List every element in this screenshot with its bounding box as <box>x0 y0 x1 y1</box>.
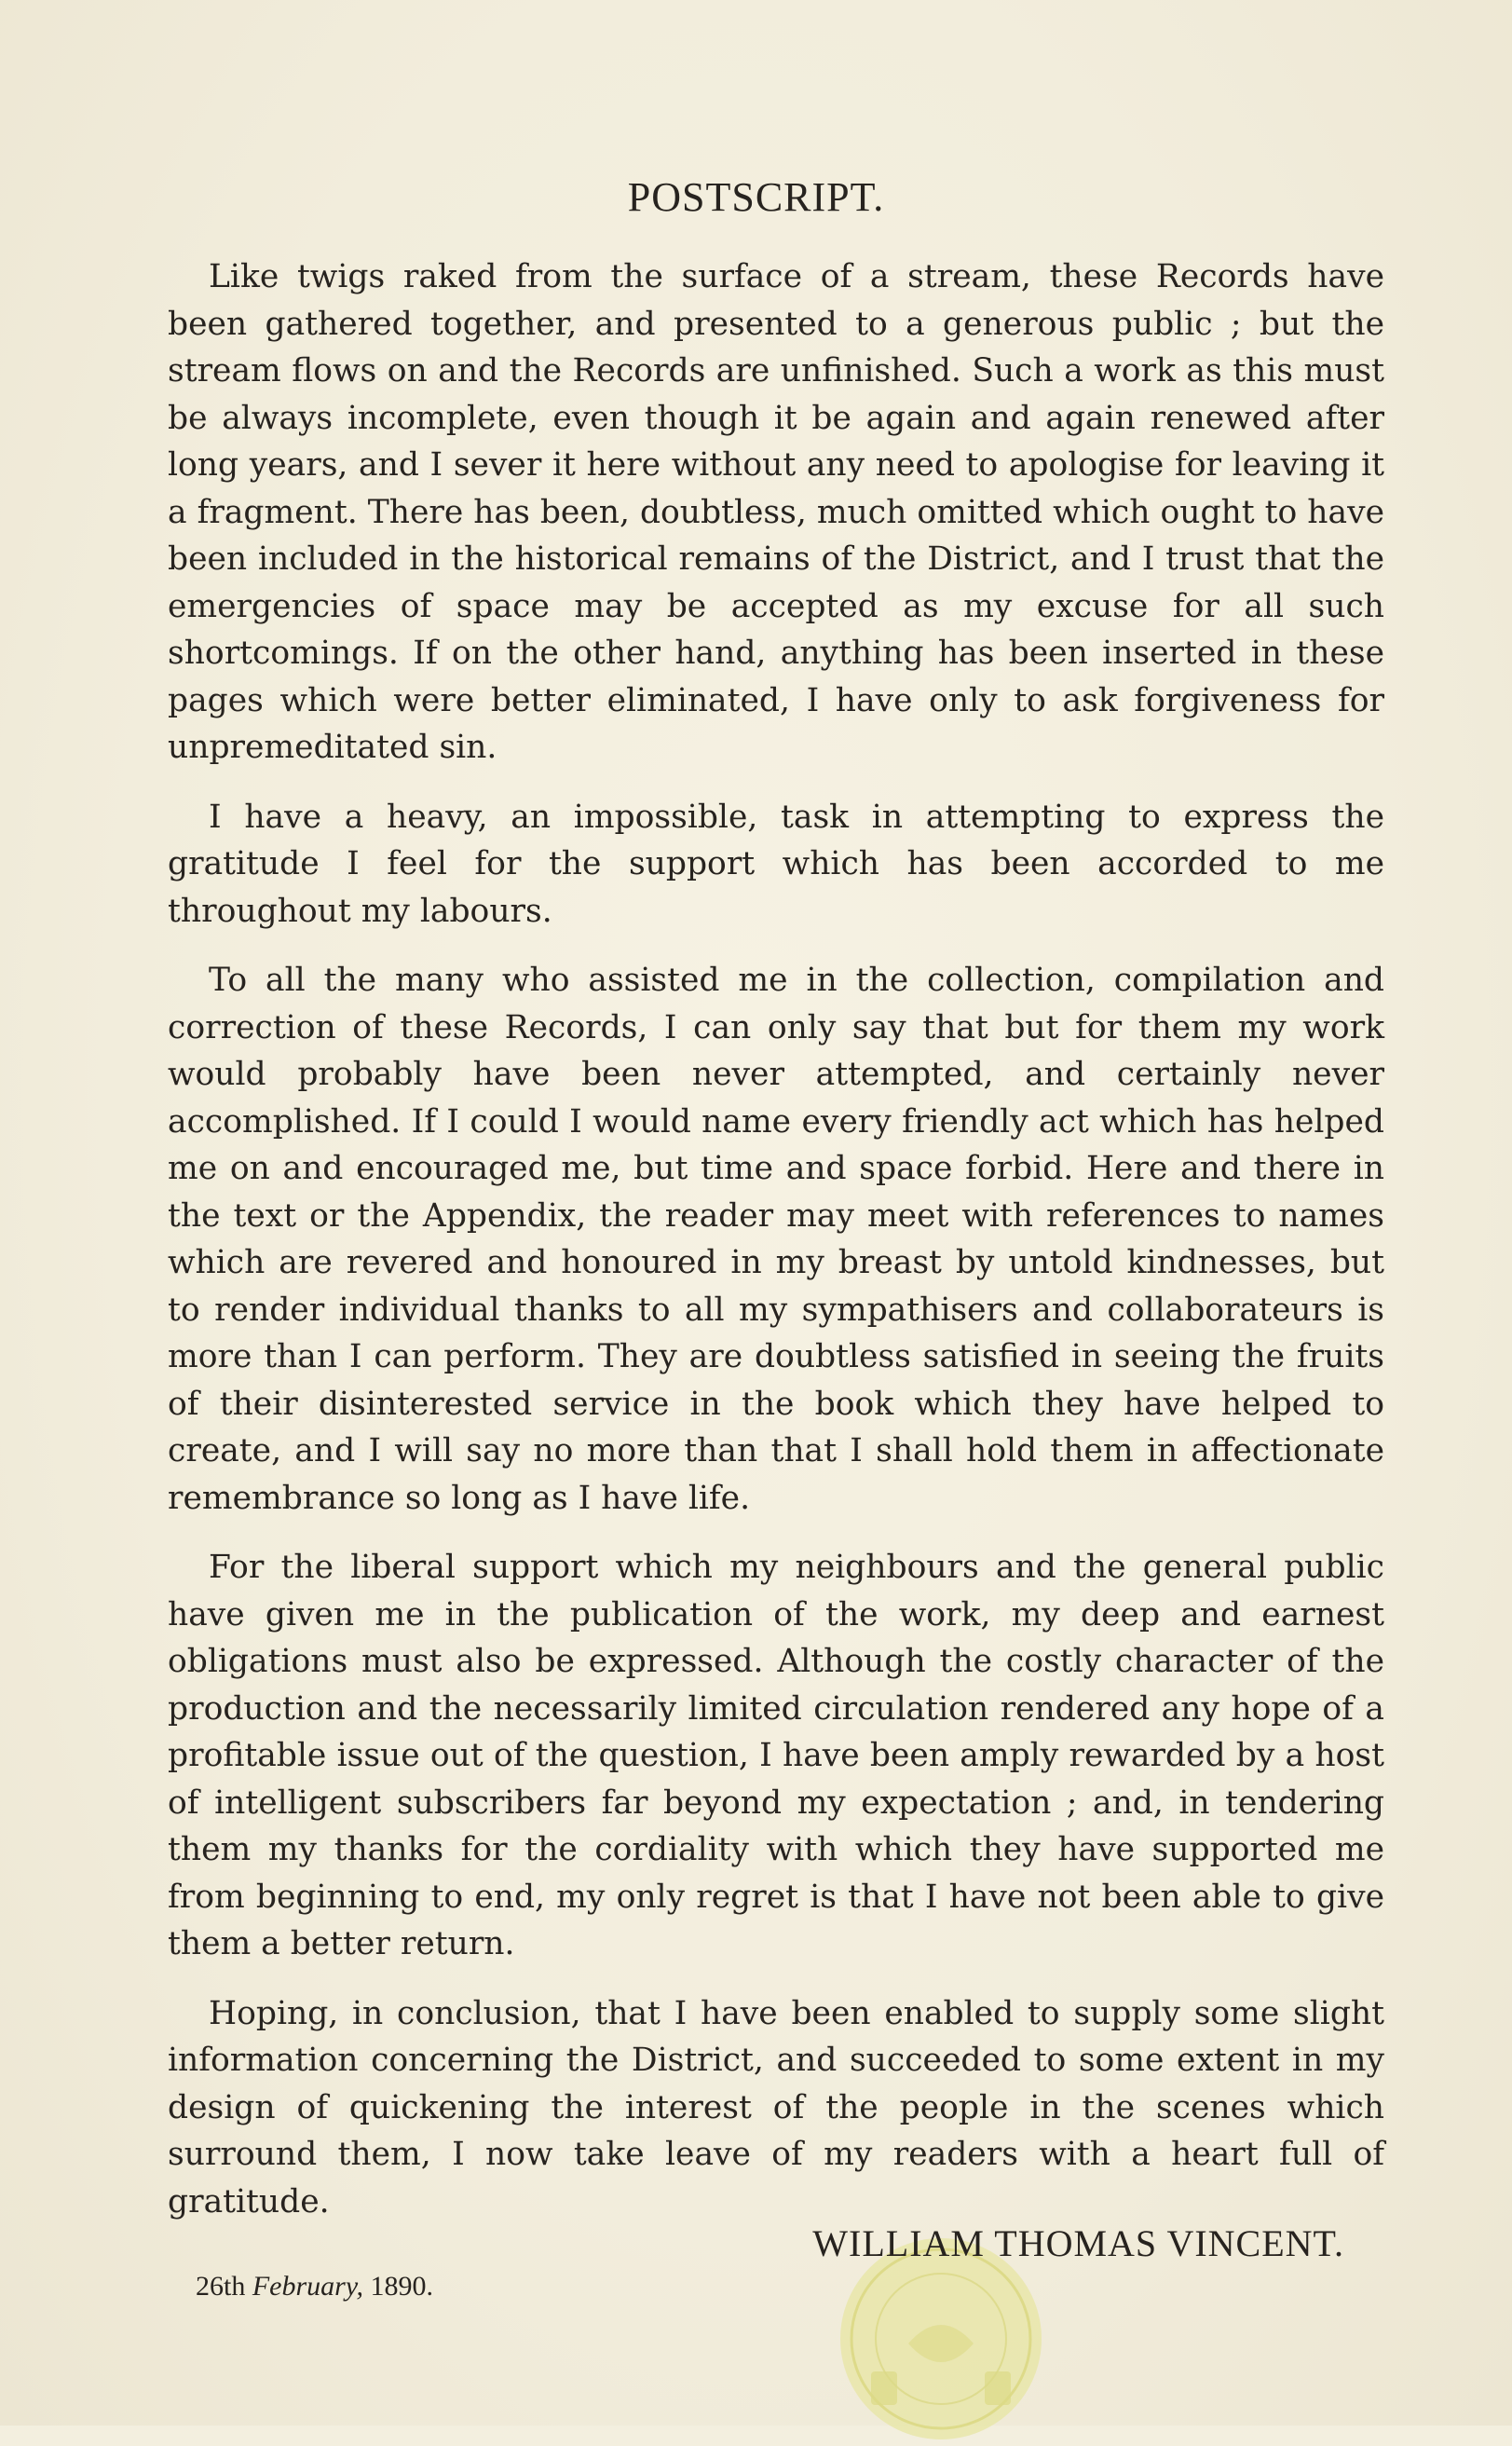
paragraph-5: Hoping, in conclusion, that I have been enabled to supply some slight information concerning the District, and succeeded to some extent in my design of quickening the interest of the people in the scenes which surround them, I now take leave of my readers with a heart full of gratitude. <box>168 1994 1384 2221</box>
paragraph-1: Like twigs raked from the surface of a stream, these Records have been gathered together, and presented to a generous public ; but the stream flows on and the Records are unfinished. Such a work as this must be always incomplete, even though it be again and again renewed after long years, and I sever it here without any need to apologise for leaving it a fragment. There has been, doubtless, much omitted which ought to have been included in the historical remains of the District, and I trust that the emergencies of space may be accepted as my excuse for all such shortcomings. If on the other hand, anything has been inserted in these pages which were better eliminated, I have only to ask forgiveness for unpremeditated sin. <box>168 258 1384 766</box>
author-signature: WILLIAM THOMAS VINCENT. <box>812 2222 1344 2264</box>
paragraph-4: For the liberal support which my neighbours and the general public have given me in the publication of the work, my deep and earnest obligations must also be expressed. Although the costly character of the production and the necessarily limited circulation rendered any hope of a profitable issue out of the question, I have been amply rewarded by a host of intelligent subscribers far beyond my expectation ; and, in tendering them my thanks for the cordiality with which they have supported me from beginning to end, my only regret is that I have not been able to give them a better return. <box>168 1549 1384 1962</box>
date-month: February, <box>252 2271 363 2302</box>
body-text <box>168 253 1384 2248</box>
paragraph-3: To all the many who assisted me in the collection, compilation and correction of these Records, I can only say that but for them my work would probably have been never attempted, and certainly never accomplished. If I could I would name every friendly act which has helped me on and encouraged me, but time and space forbid. Here and there in the text or the Appendix, the reader may meet with references to names which are revered and honoured in my breast by untold kindnesses, but to render individual thanks to all my sympathisers and collaborateurs is more than I can perform. They are doubtless satisfied in seeing the fruits of their disinterested service in the book which they have helped to create, and I will say no more than that I shall hold them in affectionate remembrance so long as I have life. <box>168 962 1384 1517</box>
date-line <box>196 2266 433 2307</box>
date-day: 26th <box>196 2271 246 2302</box>
paragraph-2: I have a heavy, an impossible, task in attempting to express the gratitude I feel for the support which has been accorded to me throughout my labours. <box>168 798 1384 930</box>
page-title: POSTSCRIPT. <box>627 174 885 220</box>
date-year: 1890. <box>370 2271 433 2302</box>
